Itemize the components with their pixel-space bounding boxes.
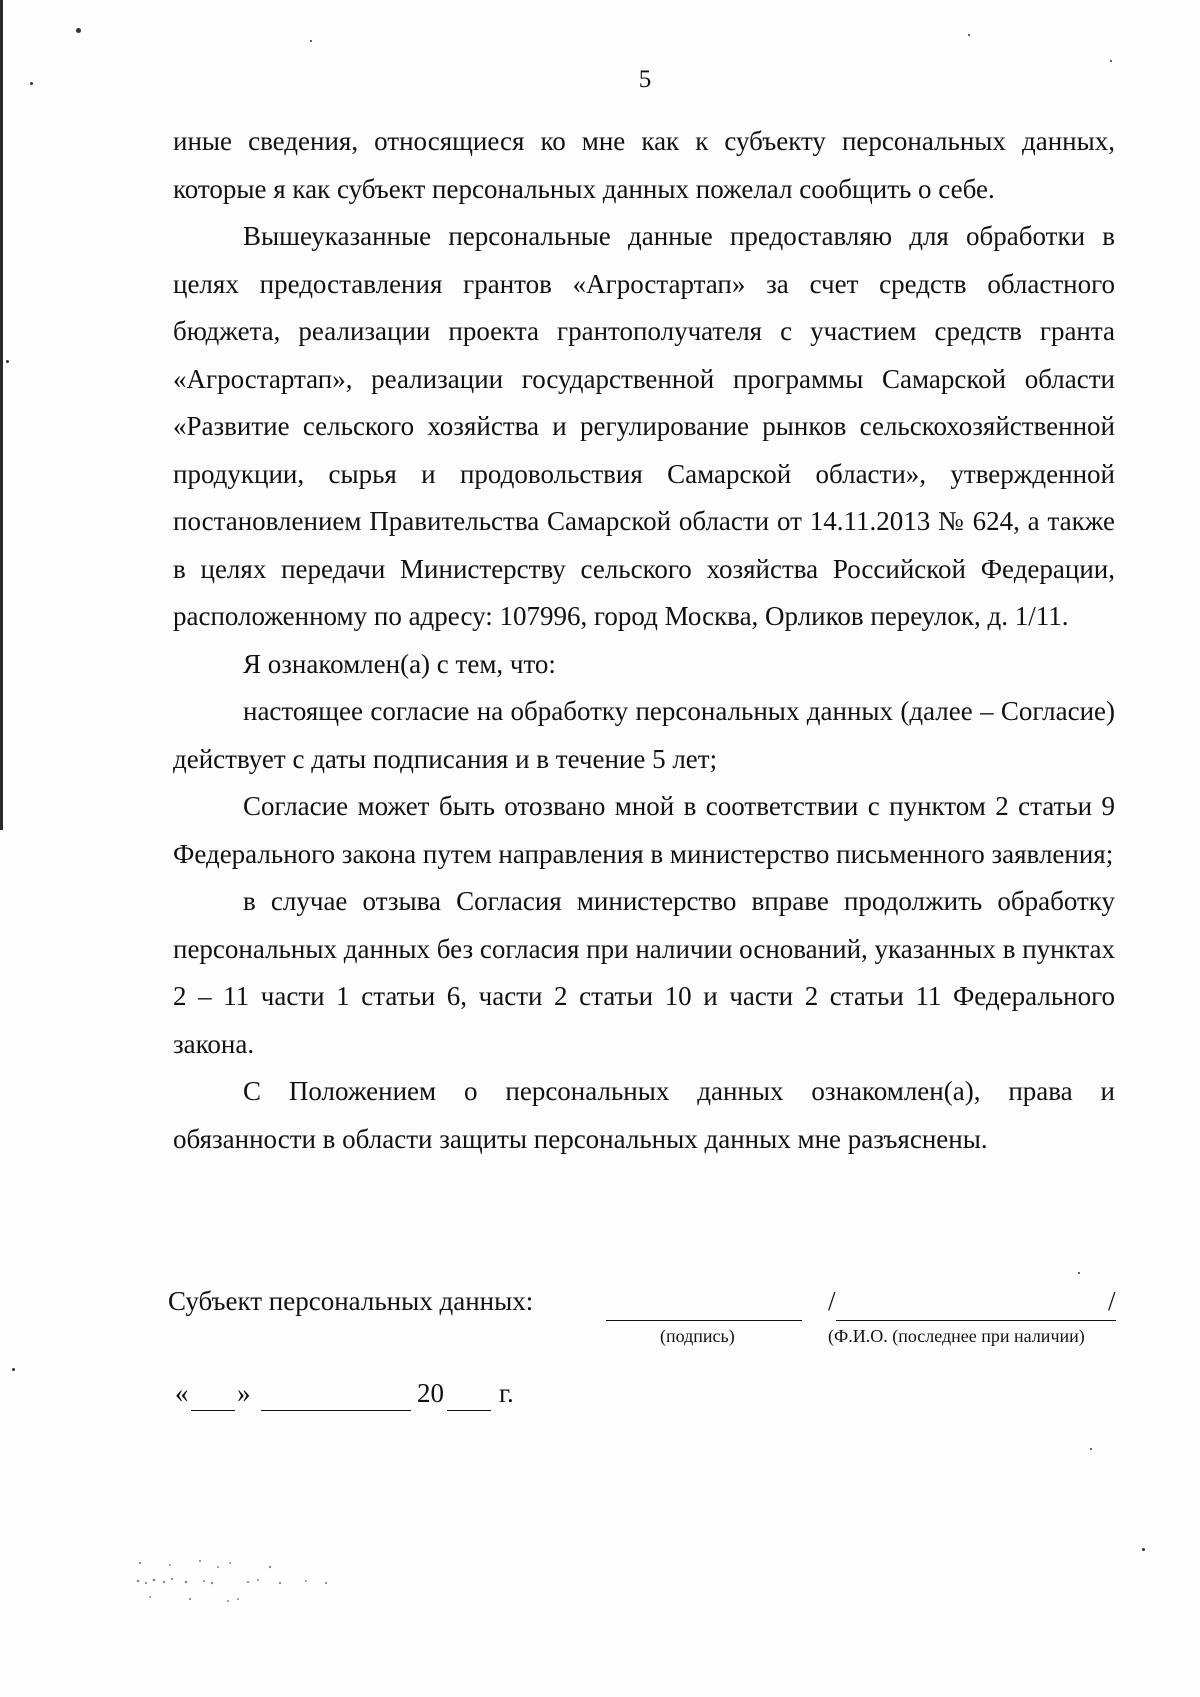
signature-label: Субъект персональных данных:	[168, 1286, 534, 1316]
scan-speck	[1142, 1548, 1145, 1551]
page-number: 5	[638, 66, 652, 93]
scan-speck	[30, 82, 33, 85]
body-text	[173, 118, 1115, 1163]
scan-speck	[6, 360, 9, 363]
slash-right: /	[1108, 1286, 1116, 1316]
signature-line[interactable]	[606, 1320, 802, 1321]
paragraph-5: Согласие может быть отозвано мной в соответствии с пунктом 2 статьи 9 Федерального закона путем направления в министерство письменного заявления;	[173, 791, 1115, 869]
year-prefix: 20	[417, 1378, 444, 1408]
signature-caption: (подпись)	[660, 1326, 735, 1346]
scan-speck	[12, 1368, 15, 1371]
scan-edge	[0, 0, 3, 830]
date-close-quote: »	[237, 1378, 251, 1408]
paragraph-2: Вышеуказанные персональные данные предоставляю для обработки в целях предоставления грантов «Агростартап» за счет средств областного бюджета, реализации проекта грантополучателя с участием средств гранта «Агростартап», реализации государственной программы Самарской области «Развитие сельского хозяйства и регулирование рынков сельскохозяйственной продукции, сырья и продовольствия Самарской области», утвержденной постановлением Правительства Самарской области от 14.11.2013 № 624, а также в целях передачи Министерству сельского хозяйства Российской Федерации, расположенному по адресу: 107996, город Москва, Орликов переулок, д. 1/11.	[173, 221, 1115, 631]
scan-speck	[1090, 1448, 1092, 1450]
date-row	[175, 1378, 675, 1418]
paragraph-6: в случае отзыва Согласия министерство вправе продолжить обработку персональных данных без согласия при наличии оснований, указанных в пунктах 2 – 11 части 1 статьи 6, части 2 статьи 10 и части 2 статьи 11 Федерального закона.	[173, 886, 1115, 1059]
scan-speck	[1110, 60, 1112, 62]
slash-left: /	[828, 1286, 836, 1316]
full-name-line[interactable]	[836, 1320, 1116, 1321]
year-line[interactable]	[447, 1410, 491, 1411]
paragraph-3: Я ознакомлен(а) с тем, что:	[243, 648, 556, 679]
paragraph-1: иные сведения, относящиеся ко мне как к субъекту персональных данных, которые я как субъект персональных данных пожелал сообщить о себе.	[173, 126, 1115, 204]
month-line[interactable]	[261, 1410, 411, 1411]
scan-speck	[310, 40, 312, 42]
date-open-quote: «	[175, 1378, 189, 1408]
signature-row	[168, 1286, 1128, 1346]
full-name-caption: (Ф.И.О. (последнее при наличии)	[828, 1326, 1085, 1346]
scan-speck	[968, 34, 970, 36]
scan-smudge	[130, 1555, 370, 1615]
scan-speck	[1078, 1272, 1080, 1274]
paragraph-7: С Положением о персональных данных ознакомлен(а), права и обязанности в области защиты персональных данных мне разъяснены.	[173, 1076, 1115, 1154]
year-suffix: г.	[499, 1378, 514, 1408]
scan-speck	[76, 28, 81, 33]
paragraph-4: настоящее согласие на обработку персональных данных (далее – Согласие) действует с даты подписания и в течение 5 лет;	[173, 696, 1115, 774]
day-line[interactable]	[191, 1410, 235, 1411]
